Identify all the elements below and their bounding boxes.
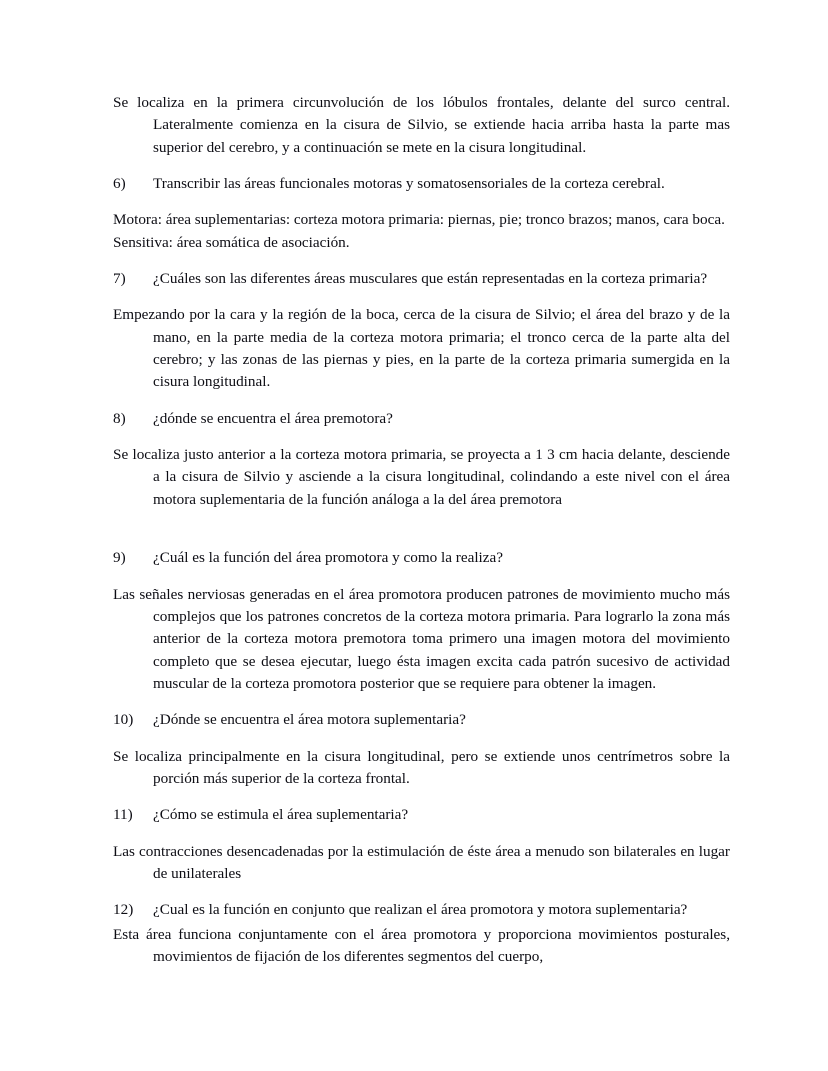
question-item-7 xyxy=(113,268,730,290)
document-body xyxy=(113,92,730,968)
question-number-10: 10) xyxy=(113,711,134,729)
question-text-12: ¿Cual es la función en conjunto que realizan el área promotora y motora suplementaria? xyxy=(153,901,688,919)
question-number-12: 12) xyxy=(113,901,134,919)
question-number-6: 6) xyxy=(113,175,126,193)
paragraph-sensitiva: Sensitiva: área somática de asociación. xyxy=(113,233,350,251)
paragraph-empezando: Empezando por la cara y la región de la boca, cerca de la cisura de Silvio; el área del brazo y de la mano, en la parte media de la corteza motora primaria; el tronco cerca de la parte alta del cerebro; y las zonas de las piernas y pies, en la parte de la corteza primaria sumergida en la cisura longitudinal. xyxy=(113,306,730,391)
question-number-7: 7) xyxy=(113,270,126,288)
question-item-12 xyxy=(113,899,730,921)
question-item-6 xyxy=(113,173,730,195)
question-number-9: 9) xyxy=(113,549,126,567)
question-item-9 xyxy=(113,547,730,569)
paragraph-contracciones: Las contracciones desencadenadas por la estimulación de éste área a menudo son bilaterales en lugar de unilaterales xyxy=(113,842,730,882)
question-text-6: Transcribir las áreas funcionales motoras y somatosensoriales de la corteza cerebral. xyxy=(153,175,665,193)
question-item-10 xyxy=(113,709,730,731)
paragraph-motora: Motora: área suplementarias: corteza motora primaria: piernas, pie; tronco brazos; manos, cara boca. xyxy=(113,211,725,229)
question-text-8: ¿dónde se encuentra el área premotora? xyxy=(153,409,393,427)
paragraph-suplementaria: Se localiza principalmente en la cisura longitudinal, pero se extiende unos centrímetros sobre la porción más superior de la corteza frontal. xyxy=(113,747,730,787)
question-text-9: ¿Cuál es la función del área promotora y como la realiza? xyxy=(153,549,503,567)
question-item-11 xyxy=(113,804,730,826)
question-text-10: ¿Dónde se encuentra el área motora suplementaria? xyxy=(153,711,466,729)
paragraph-esta-area: Esta área funciona conjuntamente con el área promotora y proporciona movimientos posturales, movimientos de fijación de los diferentes segmentos del cuerpo, xyxy=(113,925,730,965)
paragraph-premotora: Se localiza justo anterior a la corteza motora primaria, se proyecta a 1 3 cm hacia delante, desciende a la cisura de Silvio y asciende a la cisura longitudinal, colindando a este nivel con el área motora suplementaria de la función análoga a la del área premotora xyxy=(113,446,730,508)
paragraph-senales: Las señales nerviosas generadas en el área promotora producen patrones de movimiento mucho más complejos que los patrones concretos de la corteza motora primaria. Para lograrlo la zona más anterior de la corteza motora premotora toma primero una imagen motora del movimiento completo que se desea ejecutar, luego ésta imagen excita cada patrón sucesivo de actividad muscular de la corteza promotora posterior que se requiere para obtener la imagen. xyxy=(113,585,730,692)
question-text-11: ¿Cómo se estimula el área suplementaria? xyxy=(153,806,409,824)
question-number-11: 11) xyxy=(113,806,133,824)
question-text-7: ¿Cuáles son las diferentes áreas musculares que están representadas en la corteza primaria? xyxy=(153,270,708,288)
section-spacer xyxy=(113,525,730,547)
paragraph-intro: Se localiza en la primera circunvolución de los lóbulos frontales, delante del surco central. Lateralmente comienza en la cisura de Silvio, se extiende hacia arriba hasta la parte mas superior del cerebro, y a continuación se mete en la cisura longitudinal. xyxy=(113,94,730,156)
question-item-8 xyxy=(113,408,730,430)
question-number-8: 8) xyxy=(113,409,126,427)
